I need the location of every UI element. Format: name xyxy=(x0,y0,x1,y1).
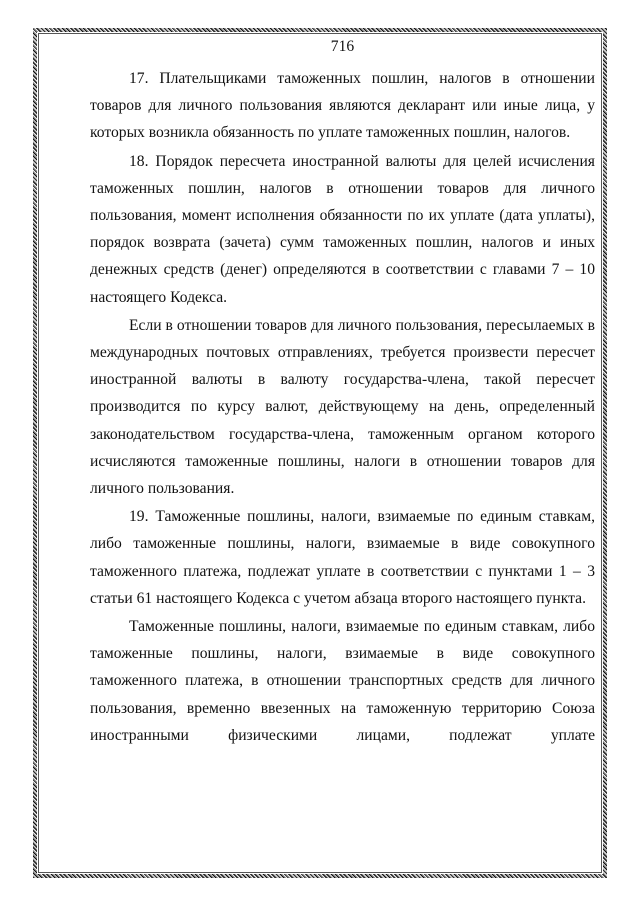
paragraph-17: 17. Плательщиками таможенных пошлин, налогов в отношении товаров для личного пользования являются декларант или иные лица, у которых возникла обязанность по уплате таможенных пошлин, налогов. xyxy=(90,70,595,142)
page-number: 716 xyxy=(330,38,355,55)
paragraph-18-second: Если в отношении товаров для личного пользования, пересылаемых в международных почтовых отправлениях, требуется произвести пересчет иностранной валюты в валюту государства-члена, такой пересчет производится по курсу валют, действующему на день, определенный законодательством государства-члена, таможенным органом которого исчисляются таможенные пошлины, налоги в отношении товаров для личного пользования. xyxy=(90,316,595,498)
paragraph-18: 18. Порядок пересчета иностранной валюты для целей исчисления таможенных пошлин, налогов в отношении товаров для личного пользования, момент исполнения обязанности по их уплате (дата уплаты), порядок возврата (зачета) сумм таможенных пошлин, налогов и иных денежных средств (денег) определяются в соответствии с главами 7 – 10 настоящего Кодекса. xyxy=(90,152,595,306)
paragraph-19-second: Таможенные пошлины, налоги, взимаемые по единым ставкам, либо таможенные пошлины, налоги, взимаемые в виде совокупного таможенного платежа, в отношении транспортных средств для личного пользования, временно ввезенных на таможенную территорию Союза иностранными физическими лицами, подлежат уплате xyxy=(90,618,595,744)
paragraph-19: 19. Таможенные пошлины, налоги, взимаемые по единым ставкам, либо таможенные пошлины, налоги, взимаемые в виде совокупного таможенного платежа, подлежат уплате в соответствии с пунктами 1 – 3 статьи 61 настоящего Кодекса с учетом абзаца второго настоящего пункта. xyxy=(90,508,595,607)
document-body xyxy=(90,37,595,749)
